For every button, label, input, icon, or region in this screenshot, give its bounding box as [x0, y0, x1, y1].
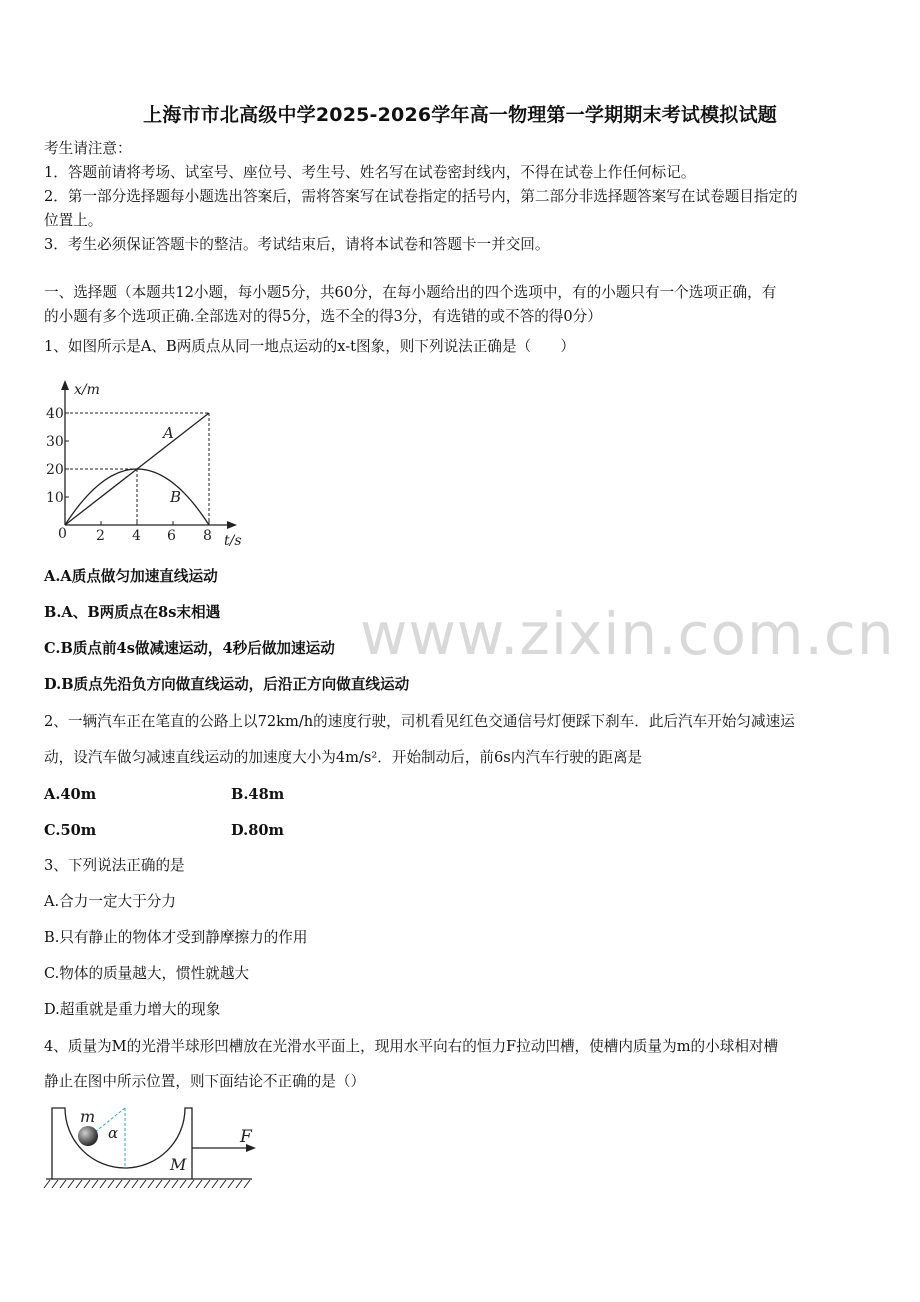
x-tick-label: 8 [203, 528, 212, 544]
question-2-stem-cont: 动，设汽车做匀减速直线运动的加速度大小为4m/s²．开始制动后，前6s内汽车行驶的距离是 [44, 749, 643, 766]
question-1-stem: 1、如图所示是A、B两质点从同一地点运动的x-t图象，则下列说法正确是（ ） [44, 338, 575, 355]
notice-heading: 考生请注意： [44, 140, 132, 157]
notice-item: 3．考生必须保证答题卡的整洁。考试结束后，请将本试卷和答题卡一并交回。 [44, 236, 550, 253]
y-axis-arrow [61, 380, 69, 390]
label-m: m [80, 1107, 96, 1126]
label-alpha: α [108, 1124, 119, 1142]
q1-option-a: A.A质点做匀加速直线运动 [44, 568, 218, 585]
q3-option-c: C.物体的质量越大，惯性就越大 [44, 965, 250, 982]
q1-option-c: C.B质点前4s做减速运动，4秒后做加速运动 [44, 640, 335, 657]
watermark: www.zixin.com.cn [360, 600, 895, 668]
label-big-m: M [170, 1155, 187, 1174]
question-3-stem: 3、下列说法正确的是 [44, 857, 185, 874]
y-tick-label: 30 [46, 434, 64, 450]
xt-graph [40, 372, 260, 552]
x-axis-label: t/s [224, 533, 242, 549]
x-tick-label: 6 [167, 528, 176, 544]
series-label-b: B [170, 488, 182, 506]
y-axis-label: x/m [74, 382, 100, 398]
q3-option-a: A.合力一定大于分力 [44, 893, 176, 910]
series-label-a: A [163, 424, 174, 442]
notice-item: 2．第一部分选择题每小题选出答案后，需将答案写在试卷指定的括号内，第二部分非选择题答案写在试卷题目指定的 [44, 188, 798, 205]
question-4-stem-cont: 静止在图中所示位置，则下面结论不正确的是（） [44, 1073, 366, 1090]
x-tick-label: 4 [132, 528, 141, 544]
q2-option-d: D.80m [231, 822, 284, 839]
y-tick-label: 10 [46, 490, 64, 506]
ball-icon [78, 1126, 98, 1146]
x-axis-arrow [227, 521, 237, 529]
q2-option-c: C.50m [44, 822, 97, 839]
q1-option-d: D.B质点先沿负方向做直线运动，后沿正方向做直线运动 [44, 676, 410, 693]
q2-option-a: A.40m [44, 786, 97, 803]
x-tick-label: 0 [58, 526, 67, 542]
q3-option-d: D.超重就是重力增大的现象 [44, 1001, 221, 1018]
q1-option-b: B.A、B两质点在8s末相遇 [44, 604, 221, 621]
notice-item: 1．答题前请将考场、试室号、座位号、考生号、姓名写在试卷密封线内，不得在试卷上作任何标记。 [44, 164, 696, 181]
section-heading-cont: 的小题有多个选项正确.全部选对的得5分，选不全的得3分，有选错的或不答的得0分） [44, 308, 602, 325]
section-heading: 一、选择题（本题共12小题，每小题5分，共60分，在每小题给出的四个选项中，有的小题只有一个选项正确，有 [44, 284, 777, 301]
y-tick-label: 20 [46, 462, 64, 478]
x-tick-label: 2 [96, 528, 105, 544]
exam-title: 上海市市北高级中学2025-2026学年高一物理第一学期期末考试模拟试题 [143, 104, 777, 126]
question-2-stem: 2、一辆汽车正在笔直的公路上以72km/h的速度行驶，司机看见红色交通信号灯便踩下刹车．此后汽车开始匀减速运 [44, 713, 795, 730]
q2-option-b: B.48m [231, 786, 285, 803]
label-f: F [240, 1127, 252, 1147]
notice-item: 位置上。 [44, 212, 103, 229]
question-4-stem: 4、质量为M的光滑半球形凹槽放在光滑水平面上，现用水平向右的恒力F拉动凹槽，使槽内质量为m的小球相对槽 [44, 1038, 779, 1055]
groove-figure [40, 1100, 280, 1195]
q3-option-b: B.只有静止的物体才受到静摩擦力的作用 [44, 929, 308, 946]
y-tick-label: 40 [46, 406, 64, 422]
